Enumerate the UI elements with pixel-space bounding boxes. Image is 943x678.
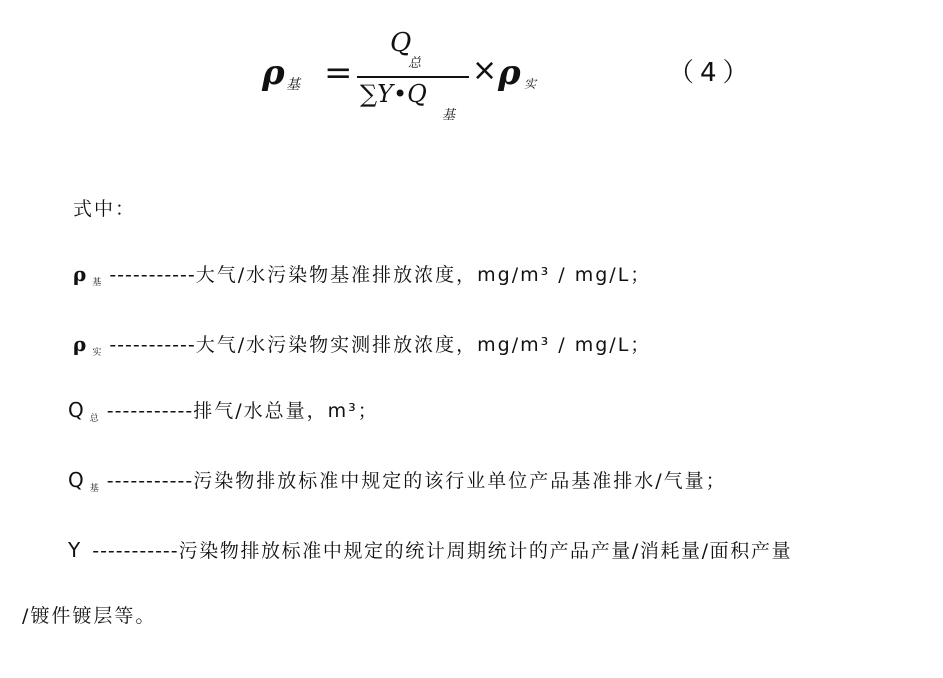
numerator-subscript: 总	[408, 56, 422, 71]
symbol-subscript: 基	[89, 484, 99, 494]
dash-leader: -----------	[92, 540, 179, 562]
dash-leader: -----------	[109, 264, 196, 286]
equals-sign: =	[324, 53, 353, 93]
symbol-subscript: 总	[89, 414, 99, 424]
times-sign: ×	[472, 53, 498, 88]
denominator: ∑Y•Q	[360, 80, 427, 108]
rho-subscript-base: 基	[286, 77, 300, 93]
definition-q-total	[68, 400, 379, 424]
definition-text: 排气/水总量，m³；	[193, 400, 379, 422]
definition-q-base	[68, 470, 727, 494]
definition-y	[68, 540, 792, 561]
dash-leader: -----------	[106, 400, 194, 422]
definition-rho-measured	[73, 334, 651, 358]
symbol: Q	[68, 398, 84, 422]
symbol-subscript: 基	[92, 278, 102, 288]
symbol: ρ	[73, 262, 87, 286]
symbol-subscript: 实	[92, 348, 102, 358]
rho-measured-symbol: ρ	[498, 53, 521, 93]
definition-y-continuation: /镀件镀层等。	[22, 605, 157, 627]
rho-symbol: ρ	[262, 53, 285, 93]
rho-subscript-measured: 实	[524, 77, 537, 91]
definition-text: 大气/水污染物基准排放浓度，mg/m³ / mg/L；	[195, 264, 652, 286]
symbol: Y	[68, 538, 81, 562]
definition-rho-base	[73, 264, 651, 288]
definition-text: 污染物排放标准中规定的该行业单位产品基准排水/气量；	[193, 470, 727, 492]
equation-number: （4）	[668, 58, 755, 88]
fraction-bar	[357, 76, 469, 78]
intro-label: 式中：	[73, 198, 137, 220]
numerator-q: Q	[390, 28, 412, 58]
symbol: Q	[68, 468, 84, 492]
definition-text: 污染物排放标准中规定的统计周期统计的产品产量/消耗量/面积产量	[178, 540, 793, 562]
denominator-subscript: 基	[442, 108, 456, 123]
definition-text: 大气/水污染物实测排放浓度，mg/m³ / mg/L；	[195, 334, 652, 356]
dash-leader: -----------	[106, 470, 194, 492]
formula-equation-4	[262, 28, 762, 123]
dash-leader: -----------	[109, 334, 196, 356]
symbol: ρ	[73, 332, 87, 356]
